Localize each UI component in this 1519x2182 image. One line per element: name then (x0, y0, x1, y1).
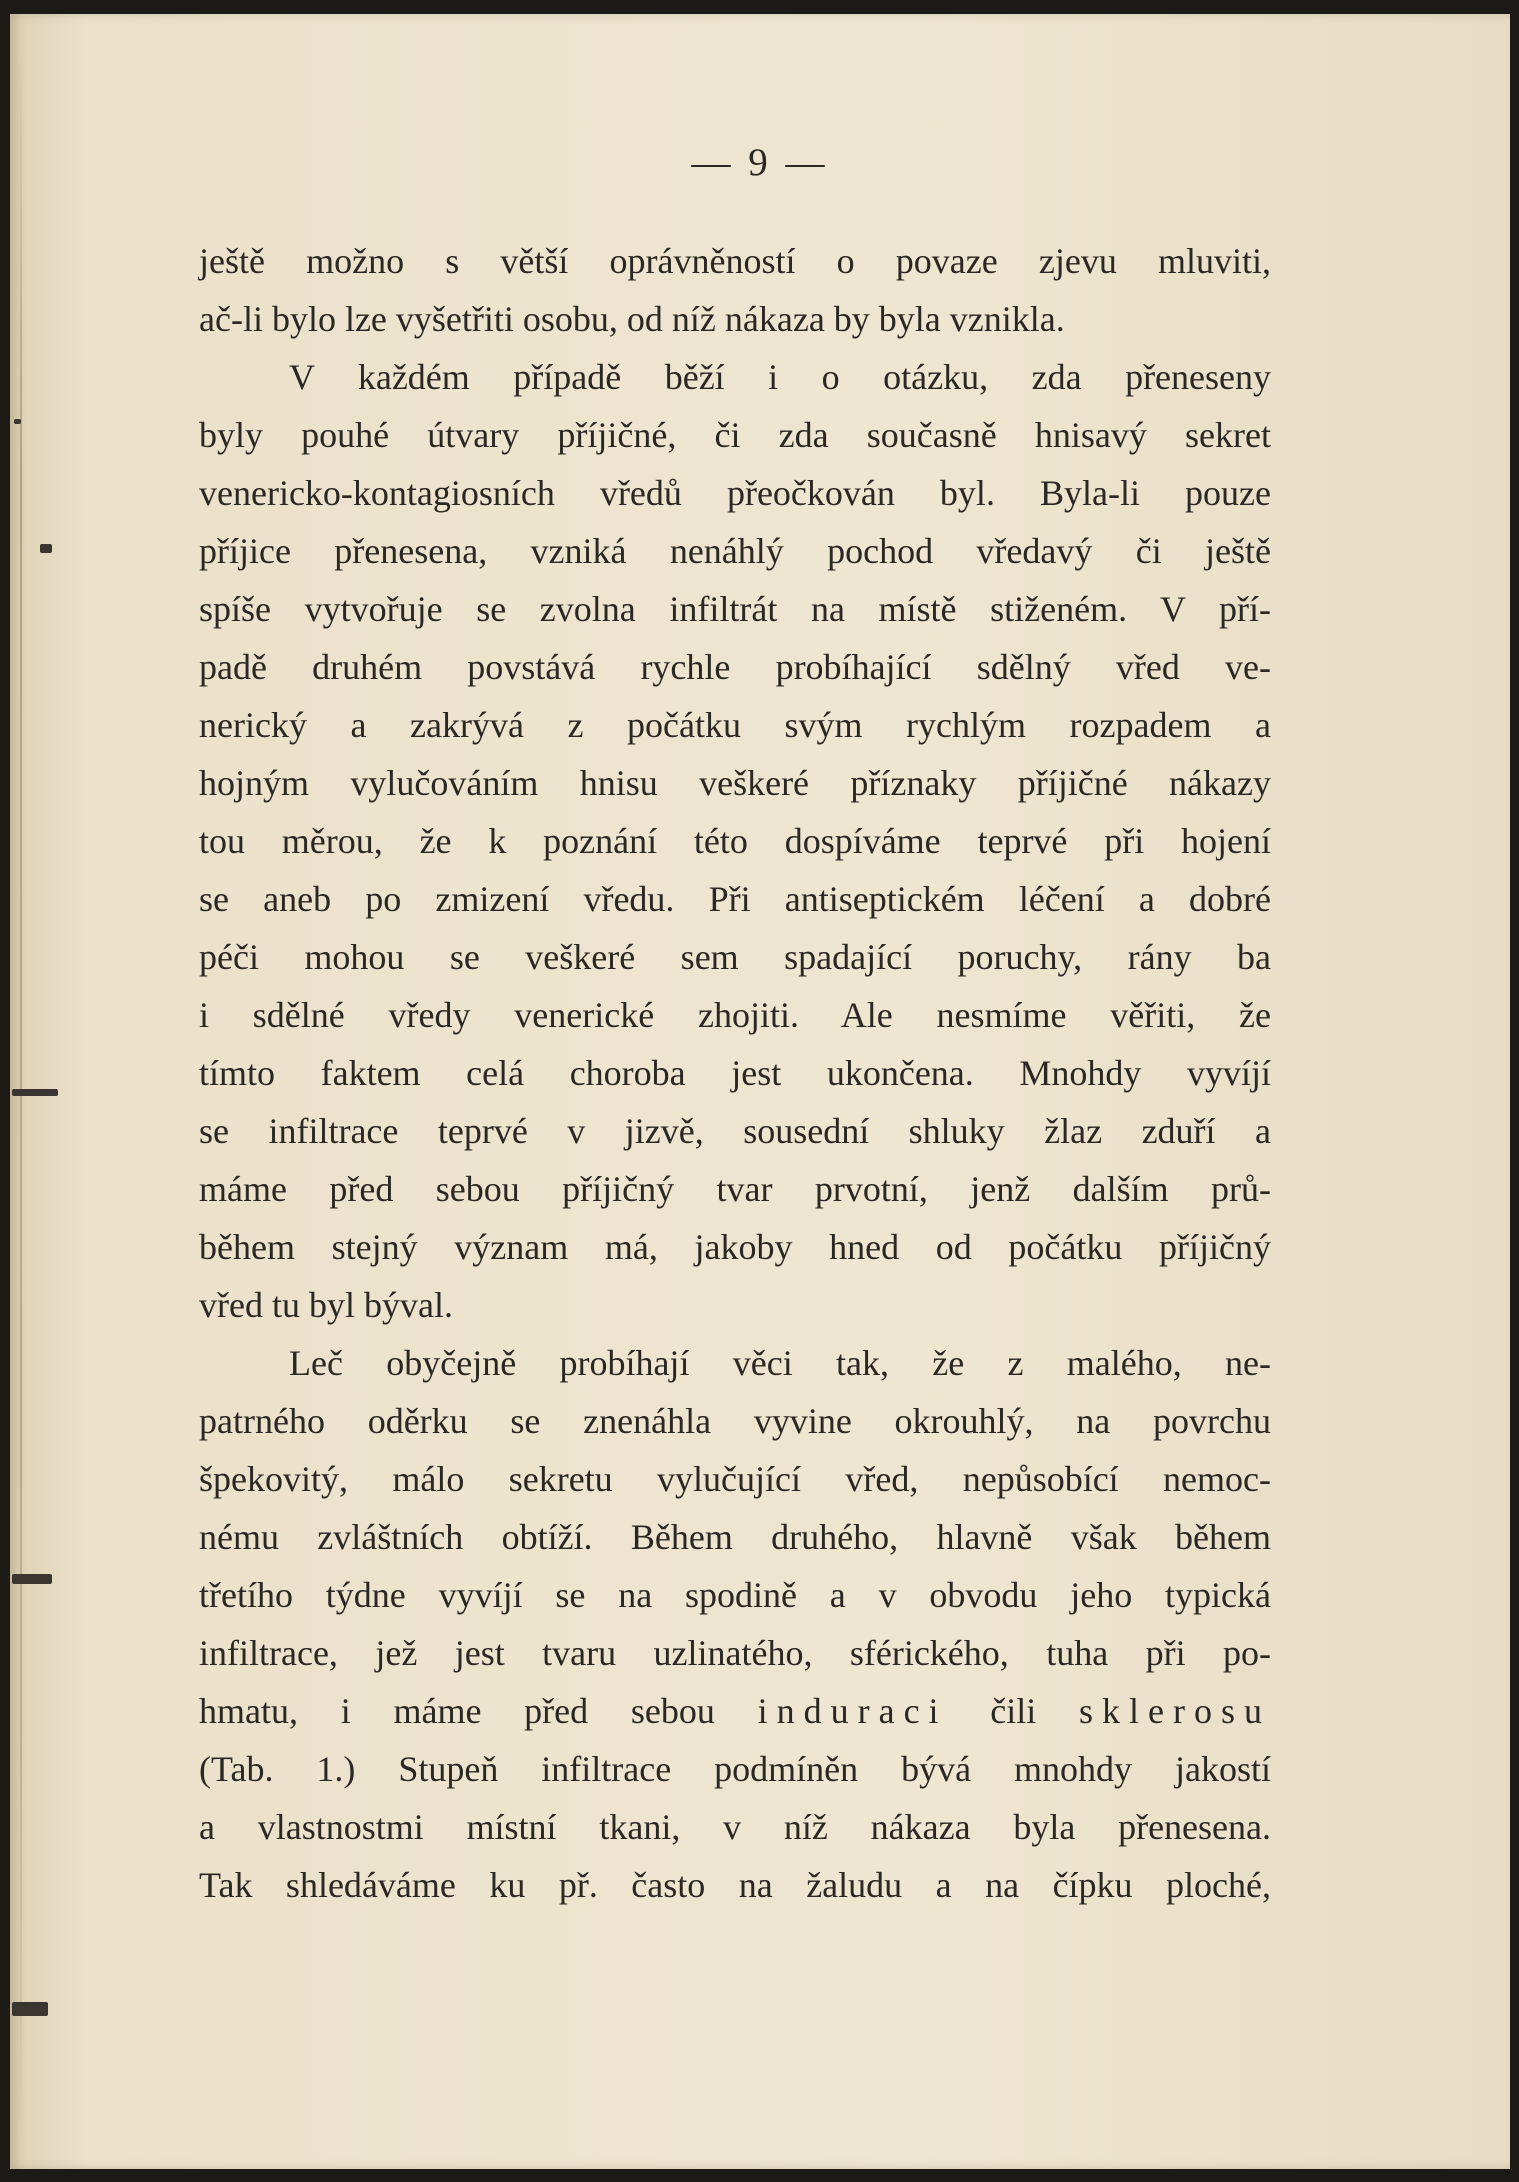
body-text (199, 232, 1271, 1914)
margin-mark (40, 544, 52, 553)
text-line: byly pouhé útvary příjičné, či zda současně hnisavý sekret (199, 415, 1271, 455)
margin-mark (12, 1089, 58, 1096)
text-line: tou měrou, že k poznání této dospíváme teprvé při hojení (199, 821, 1271, 861)
text-line: nerický a zakrývá z počátku svým rychlým rozpadem a (199, 705, 1271, 745)
text-line: spíše vytvořuje se zvolna infiltrát na místě stiženém. V pří- (199, 589, 1271, 629)
margin-mark (12, 2002, 48, 2016)
text-line: máme před sebou příjičný tvar prvotní, jenž dalším prů- (199, 1169, 1271, 1209)
text-line: ještě možno s větší oprávněností o povaze zjevu mluviti, (199, 241, 1271, 281)
text-line: i sdělné vředy venerické zhojiti. Ale nesmíme věřiti, že (199, 995, 1271, 1035)
text-line: se aneb po zmizení vředu. Při antiseptickém léčení a dobré (199, 879, 1271, 919)
page-number: — 9 — (691, 141, 829, 184)
text-line: V každém případě běží i o otázku, zda přeneseny (289, 357, 1271, 397)
text-line: a vlastnostmi místní tkani, v níž nákaza byla přenesena. (199, 1807, 1271, 1847)
book-page (10, 14, 1510, 2169)
text-line: venericko-kontagiosních vředů přeočkován byl. Byla-li pouze (199, 473, 1271, 513)
text-line: Leč obyčejně probíhají věci tak, že z malého, ne- (289, 1343, 1271, 1383)
text-line: se infiltrace teprvé v jizvě, sousední shluky žlaz zduří a (199, 1111, 1271, 1151)
text-line: Tak shledáváme ku př. často na žaludu a na čípku ploché, (199, 1865, 1271, 1905)
text-fragment: hmatu, i máme před sebou (199, 1691, 758, 1731)
text-line: třetího týdne vyvíjí se na spodině a v obvodu jeho typická (199, 1575, 1271, 1615)
text-line: tímto faktem celá choroba jest ukončena. Mnohdy vyvíjí (199, 1053, 1271, 1093)
text-line: během stejný význam má, jakoby hned od počátku příjičný (199, 1227, 1271, 1267)
text-line: (Tab. 1.) Stupeň infiltrace podmíněn bývá mnohdy jakostí (199, 1749, 1271, 1789)
spaced-term-sklerosu: sklerosu (1079, 1691, 1272, 1731)
text-line: špekovitý, málo sekretu vylučující vřed, nepůsobící nemoc- (199, 1459, 1271, 1499)
margin-mark (14, 419, 21, 424)
text-line: péči mohou se veškeré sem spadající poruchy, rány ba (199, 937, 1271, 977)
text-line: hojným vylučováním hnisu veškeré příznaky příjičné nákazy (199, 763, 1271, 803)
text-line: padě druhém povstává rychle probíhající sdělný vřed ve- (199, 647, 1271, 687)
text-line: nému zvláštních obtíží. Během druhého, hlavně však během (199, 1517, 1271, 1557)
text-line: infiltrace, jež jest tvaru uzlinatého, sférického, tuha při po- (199, 1633, 1271, 1673)
text-line: příjice přenesena, vzniká nenáhlý pochod vředavý či ještě (199, 531, 1271, 571)
spaced-term-induraci: induraci (757, 1691, 948, 1731)
text-line (199, 1682, 1271, 1740)
text-line: vřed tu byl býval. (199, 1285, 453, 1325)
text-line: patrného oděrku se znenáhla vyvine okrouhlý, na povrchu (199, 1401, 1271, 1441)
margin-mark (12, 1574, 52, 1584)
text-fragment: čili (947, 1691, 1080, 1731)
text-line: ač-li bylo lze vyšetřiti osobu, od níž nákaza by byla vznikla. (199, 299, 1065, 339)
